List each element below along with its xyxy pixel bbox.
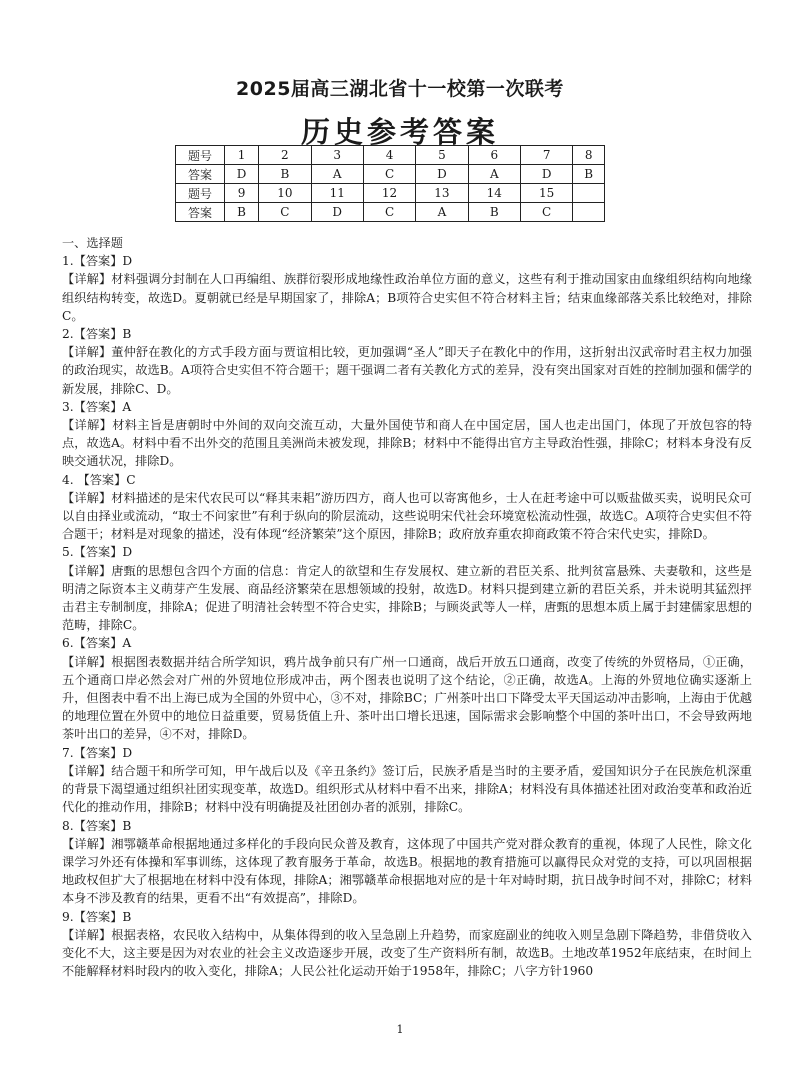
answer-table-cell: A [468,165,520,184]
explanation-paragraph: 【详解】湘鄂赣革命根据地通过多样化的手段向民众普及教育，这体现了中国共产党对群众教育的重视，体现了人民性，除文化课学习外还有体操和军事训练，这体现了教育服务于革命，故选B。根据地的教育措施可以赢得民众对党的支持，可以巩固根据地政权但扩大了根据地在材料中没有体现，排除A；湘鄂赣革命根据地对应的是十年对峙时期，抗日战争时间不对，排除C；材料本身不涉及教育的结果，更看不出“有效提高”，排除D。 [62,836,752,906]
answer-table-cell: 15 [520,184,572,203]
answer-table-row [176,184,605,203]
answer-table-cell: A [416,203,468,222]
answer-line: 4. 【答案】C [62,472,136,487]
answer-table-cell: B [259,165,311,184]
answer-table-cell: 5 [416,146,468,165]
explanation-paragraph: 【详解】根据表格，农民收入结构中，从集体得到的收入呈急剧上升趋势，而家庭副业的纯收入则呈急剧下降趋势，非借贷收入变化不大，这主要是因为对农业的社会主义改造逐步开展，改变了生产资料所有制，故选B。土地改革1952年底结束，在时间上不能解释材料时段内的收入变化，排除A；人民公社化运动开始于1958年，排除C；八字方针1960 [62,927,752,979]
explanation-paragraph: 【详解】唐甄的思想包含四个方面的信息：肯定人的欲望和生存发展权、建立新的君臣关系、批判贫富悬殊、夫妻敬和，这些是明清之际资本主义萌芽产生发展、商品经济繁荣在思想领域的投射，故选D。材料只提到建立新的君臣关系，并未说明其猛烈抨击君主专制制度，排除A；促进了明清社会转型不符合史实，排除B；与顾炎武等人一样，唐甄的思想本质上属于封建儒家思想的范畴，排除C。 [62,563,752,633]
answer-table-cell: D [520,165,572,184]
explanation-paragraph: 【详解】材料主旨是唐朝时中外间的双向交流互动，大量外国使节和商人在中国定居，国人也走出国门，体现了开放包容的特点，故选A。材料中看不出外交的范围且美洲尚未被发现，排除B；材料中不能得出官方主导政治性强，排除C；材料本身没有反映交通状况，排除D。 [62,418,752,469]
answer-table-cell: 2 [259,146,311,165]
answer-table-row [176,165,605,184]
answer-table-cell: D [225,165,259,184]
explanation-paragraph: 【详解】董仲舒在教化的方式手段方面与贾谊相比较，更加强调“圣人”即天子在教化中的作用，这折射出汉武帝时君主权力加强的政治现实，故选B。A项符合史实但不符合题干；题干强调二者有关教化方式的差异，没有突出国家对百姓的控制加强和儒学的新发展，排除C、D。 [62,345,752,396]
explanation-paragraph: 【详解】根据图表数据并结合所学知识，鸦片战争前只有广州一口通商，战后开放五口通商，改变了传统的外贸格局，①正确，五个通商口岸必然会对广州的外贸地位形成冲击，两个图表也说明了这个结论，②正确，故选A。上海的外贸地位确实逐渐上升，但图表中看不出上海已成为全国的外贸中心，③不对，排除BC；广州茶叶出口下降受太平天国运动冲击影响，上海由于优越的地理位置在外贸中的地位日益重要，贸易货值上升、茶叶出口增长迅速，国际需求会影响整个中国的茶叶出口，不会导致两地茶叶出口的差异，④不对，排除D。 [62,654,752,742]
answer-table-cell: B [573,165,605,184]
answer-table-row [176,146,605,165]
answer-table-cell: 4 [363,146,415,165]
answer-line: 2.【答案】B [62,327,132,342]
answer-table-cell: 3 [311,146,363,165]
answer-table-cell: 10 [259,184,311,203]
answer-line: 6.【答案】A [62,636,132,651]
answer-line: 5.【答案】D [62,545,133,560]
answer-table-cell: 1 [225,146,259,165]
answer-table-header-cell: 答案 [176,165,225,184]
answer-table-cell: 6 [468,146,520,165]
page-number: 1 [396,1023,404,1036]
answer-table-header-cell: 题号 [176,184,225,203]
answer-table-cell: 11 [311,184,363,203]
answer-line: 9.【答案】B [62,909,132,924]
answer-table-row [176,203,605,222]
answer-line: 1.【答案】D [62,254,133,269]
answer-table-cell: 8 [573,146,605,165]
answer-line: 3.【答案】A [62,399,132,414]
answer-table-cell: D [311,203,363,222]
explanation-paragraph: 【详解】材料描述的是宋代农民可以“释其耒耜”游历四方，商人也可以寄寓他乡，士人在赶考途中可以贩盐做买卖，说明民众可以自由择业或流动，“取士不问家世”有利于纵向的阶层流动，这些说明宋代社会环境宽松流动性强，故选C。A项符合史实但不符合题干；材料是对现象的描述，没有体现“经济繁荣”这个原因，排除B；政府放弃重农抑商政策不符合宋代史实，排除D。 [62,490,752,542]
answer-table [175,145,605,222]
answer-table-cell: C [259,203,311,222]
answer-table-cell: C [363,203,415,222]
answer-line: 7.【答案】D [62,745,133,760]
answer-table-cell: C [520,203,572,222]
answer-line: 8.【答案】B [62,818,132,833]
answer-table-cell: C [363,165,415,184]
answer-table-cell: 9 [225,184,259,203]
answer-table-header-cell: 题号 [176,146,225,165]
answer-table-header-cell: 答案 [176,203,225,222]
answer-table-cell [573,203,605,222]
explanation-paragraph: 【详解】材料强调分封制在人口再编组、族群衍裂形成地缘性政治单位方面的意义，这些有利于推动国家由血缘组织结构向地缘组织结构转变，故选D。夏朝就已经是早期国家了，排除A；B项符合史实但不符合材料主旨；结束血缘部落关系比较绝对，排除C。 [62,272,752,323]
document-subtitle: 历史参考答案 [300,115,499,149]
answer-table-cell: B [468,203,520,222]
answer-table-cell: A [311,165,363,184]
answer-table-cell: 12 [363,184,415,203]
answer-table-cell: 14 [468,184,520,203]
answer-table-cell [573,184,605,203]
document-title: 2025届高三湖北省十一校第一次联考 [236,78,564,100]
answer-table-cell: 13 [416,184,468,203]
answer-table-cell: 7 [520,146,572,165]
section-title: 一、选择题 [62,236,123,250]
answer-body [62,234,752,980]
answer-table-cell: D [416,165,468,184]
answer-table-cell: B [225,203,259,222]
explanation-paragraph: 【详解】结合题干和所学可知，甲午战后以及《辛丑条约》签订后，民族矛盾是当时的主要矛盾，爱国知识分子在民族危机深重的背景下渴望通过组织社团实现变革，故选D。组织形式从材料中看不出来，排除A；材料没有具体描述社团对政治变革和政治近代化的推动作用，排除B；材料中没有明确提及社团创办者的派别，排除C。 [62,763,752,815]
